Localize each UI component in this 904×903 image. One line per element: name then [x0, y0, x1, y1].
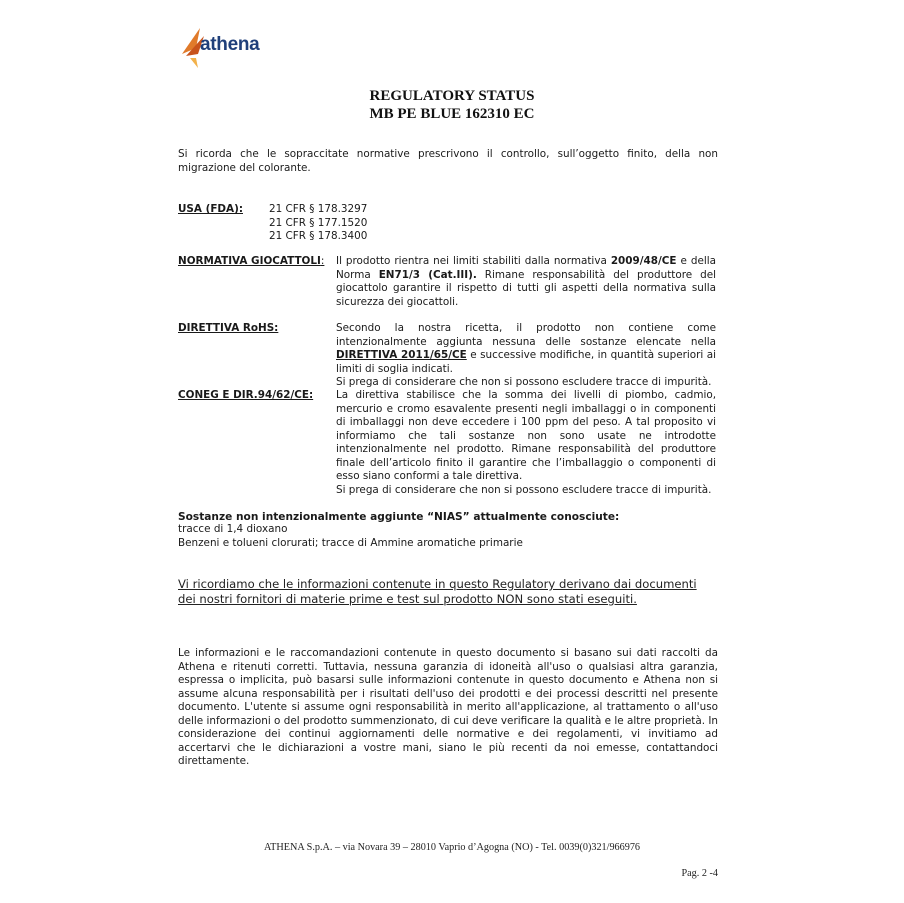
disclaimer-paragraph: Le informazioni e le raccomandazioni contenute in questo documento si basano sui dati raccolti da Athena e ritenuti corretti. Tuttavia, nessuna garanzia di idoneità all'uso o qualsiasi altra garanzia, espressa o implicita, può basarsi sulle informazioni contenute in questo documento e Athena non si assume alcuna responsabilità per i risultati dell'uso dei prodotti e dei processi descritti nel presente documento. L'utente si assume ogni responsabilità in merito all'applicazione, al trattamento o all'uso delle informazioni o del prodotto summenzionato, di cui deve verificare la qualità e le altre proprietà. In considerazione dei continui aggiornamenti delle normative e dei regolamenti, vi invitiamo ad accertarvi che le dichiarazioni a vostre mani, siano le più recenti da noi emesse, contattandoci direttamente. [178, 647, 718, 767]
rohs-label: DIRETTIVA RoHS: [178, 322, 279, 334]
toys-label [178, 255, 324, 267]
rohs-text-1: Secondo la nostra ricetta, il prodotto non contiene come intenzionalmente aggiunta nessuna delle sostanze elencate nella [336, 322, 716, 348]
nias-line: Benzeni e tolueni clorurati; tracce di Ammine aromatiche primarie [178, 537, 523, 549]
fda-item: 21 CFR § 178.3297 [269, 203, 368, 215]
coneg-paragraph [336, 389, 716, 497]
toys-norm: EN71/3 (Cat.III). [378, 268, 477, 281]
toys-paragraph [336, 255, 716, 309]
rohs-impurity-note: Si prega di considerare che non si possono escludere tracce di impurità. [336, 376, 712, 388]
nias-heading: Sostanze non intenzionalmente aggiunte “NIAS” attualmente conosciute: [178, 511, 620, 523]
fda-item: 21 CFR § 177.1520 [269, 216, 368, 229]
logo-text: athena [200, 34, 260, 55]
nias-line: tracce di 1,4 dioxano [178, 523, 288, 535]
rohs-text-2: e successive modifiche, in quantità superiori ai limiti di soglia indicati. [336, 349, 717, 375]
coneg-impurity-note: Si prega di considerare che non si possono escludere tracce di impurità. [336, 483, 712, 496]
toys-label-text: NORMATIVA GIOCATTOLI [178, 255, 321, 267]
athena-logo [178, 24, 278, 68]
usa-fda-label: USA (FDA): [178, 203, 243, 215]
company-footer: ATHENA S.p.A. – via Novara 39 – 28010 Vaprio d’Agogna (NO) - Tel. 0039(0)321/966976 [263, 842, 641, 853]
page-number: Pag. 2 -4 [681, 868, 718, 879]
intro-paragraph: Si ricorda che le sopraccitate normative prescrivono il controllo, sull’oggetto finito, della non migrazione del colorante. [178, 148, 718, 174]
supplier-notice: Vi ricordiamo che le informazioni contenute in questo Regulatory derivano dai documenti dei nostri fornitori di materie prime e test sul prodotto NON sono stati eseguiti. [178, 577, 697, 606]
toys-text-1: Il prodotto rientra nei limiti stabiliti dalla normativa [336, 255, 611, 267]
toys-directive: 2009/48/CE [610, 255, 677, 267]
rohs-directive: DIRETTIVA 2011/65/CE [336, 349, 467, 361]
rohs-text-block [336, 322, 716, 376]
toys-label-colon: : [320, 255, 325, 267]
coneg-label: CONEG E DIR.94/62/CE: [178, 389, 314, 401]
product-name: MB PE BLUE 162310 EC [369, 106, 535, 122]
document-title: REGULATORY STATUS [369, 88, 535, 104]
rohs-paragraph [336, 322, 716, 390]
usa-fda-list [269, 203, 469, 244]
toys-text-3: Rimane responsabilità del produttore del giocattolo garantire il rispetto di tutti gli aspetti della normativa sulla sicurezza dei giocattoli. [336, 268, 716, 308]
fda-item: 21 CFR § 178.3400 [269, 230, 368, 242]
coneg-text: La direttiva stabilisce che la somma dei livelli di piombo, cadmio, mercurio e cromo esavalente presenti negli imballaggi o in componenti di imballaggi non deve eccedere i 100 ppm del peso. A tal proposito vi informiamo che tali sostanze non sono usate ne introdotte intenzionalmente nel prodotto. Rimane responsabilità del produttore finale dell’articolo finito il garantire che l’imballaggio o componenti di esso siano conformi a tale direttiva. [336, 389, 716, 482]
toys-text-2: e della Norma [336, 255, 716, 281]
